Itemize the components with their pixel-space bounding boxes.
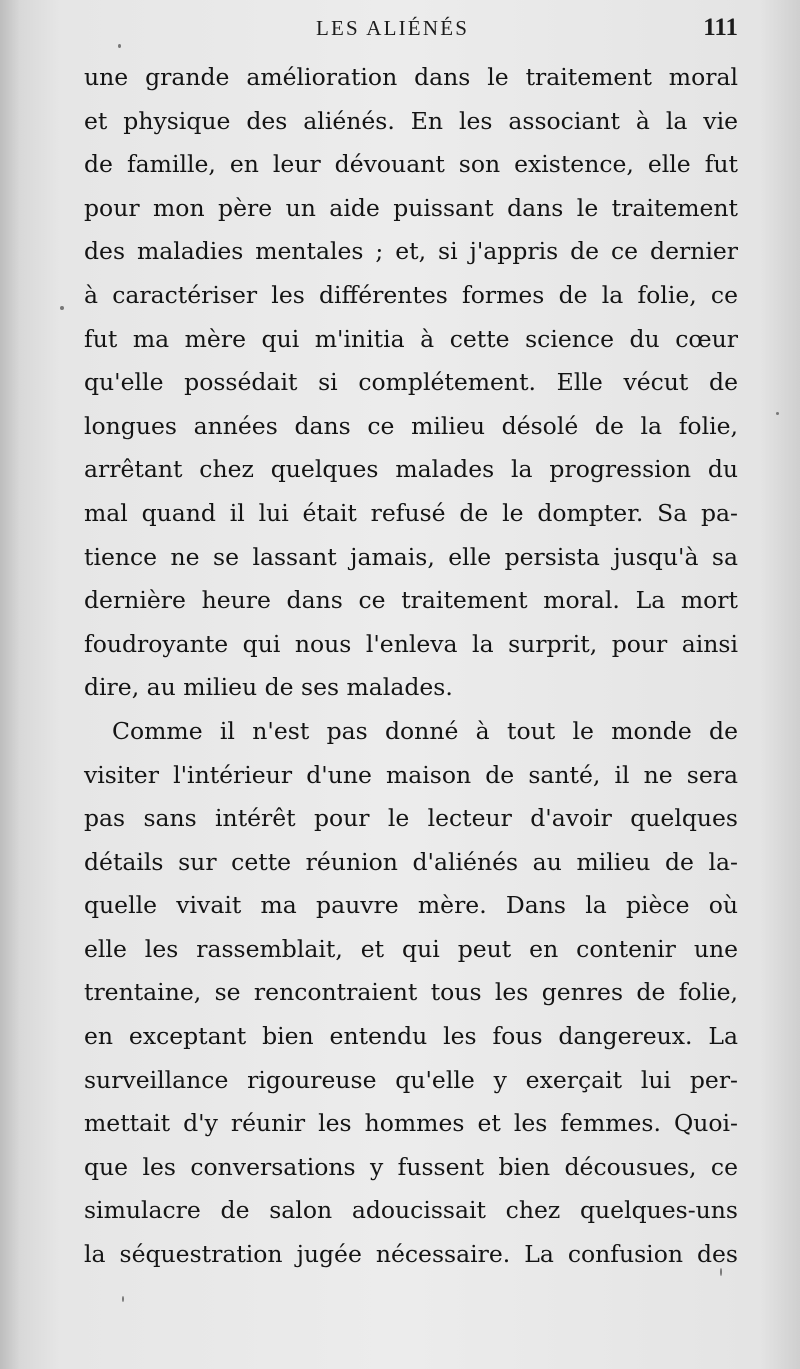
scan-speck bbox=[122, 1296, 124, 1302]
text-line: mal quand il lui était refusé de le dompter. Sa pa- bbox=[84, 498, 738, 527]
paragraph-start-line: Comme il n'est pas donné à tout le monde de bbox=[112, 716, 738, 745]
scan-speck bbox=[60, 306, 64, 310]
text-line: tience ne se lassant jamais, elle persista jusqu'à sa bbox=[84, 542, 738, 571]
text-line: en exceptant bien entendu les fous dangereux. La bbox=[84, 1022, 738, 1051]
page-number: 111 bbox=[703, 14, 738, 41]
text-line: arrêtant chez quelques malades la progression du bbox=[84, 455, 738, 484]
text-line: des maladies mentales ; et, si j'appris de ce dernier bbox=[84, 237, 738, 266]
text-line: surveillance rigoureuse qu'elle y exerçait lui per- bbox=[84, 1065, 738, 1094]
text-line: détails sur cette réunion d'aliénés au milieu de la- bbox=[84, 847, 738, 876]
text-line: dernière heure dans ce traitement moral. La mort bbox=[84, 586, 738, 615]
paragraph-end-line: dire, au milieu de ses malades. bbox=[84, 673, 453, 702]
text-line: une grande amélioration dans le traitement moral bbox=[84, 63, 738, 91]
text-line: et physique des aliénés. En les associant à la vie bbox=[84, 106, 738, 135]
text-line: pour mon père un aide puissant dans le traitement bbox=[84, 193, 738, 222]
text-line: longues années dans ce milieu désolé de la folie, bbox=[84, 411, 738, 440]
text-line: fut ma mère qui m'initia à cette science du cœur bbox=[84, 324, 738, 353]
text-line: foudroyante qui nous l'enleva la surprit, pour ainsi bbox=[84, 629, 738, 658]
text-line: mettait d'y réunir les hommes et les femmes. Quoi- bbox=[84, 1109, 738, 1138]
text-line: visiter l'intérieur d'une maison de santé, il ne sera bbox=[84, 760, 738, 789]
text-line: elle les rassemblait, et qui peut en contenir une bbox=[84, 934, 738, 963]
text-line: qu'elle possédait si complétement. Elle vécut de bbox=[84, 368, 738, 397]
scan-speck bbox=[720, 1268, 722, 1276]
text-line: pas sans intérêt pour le lecteur d'avoir quelques bbox=[84, 804, 738, 833]
text-line: à caractériser les différentes formes de la folie, ce bbox=[84, 280, 738, 309]
scan-speck bbox=[118, 44, 121, 48]
text-line: simulacre de salon adoucissait chez quelques-uns bbox=[84, 1196, 738, 1225]
scan-speck bbox=[776, 412, 779, 415]
text-line: de famille, en leur dévouant son existence, elle fut bbox=[84, 150, 738, 179]
text-line: trentaine, se rencontraient tous les genres de folie, bbox=[84, 978, 738, 1007]
text-line: que les conversations y fussent bien décousues, ce bbox=[84, 1152, 738, 1181]
text-line: quelle vivait ma pauvre mère. Dans la pièce où bbox=[84, 891, 738, 920]
text-line: la séquestration jugée nécessaire. La confusion des bbox=[84, 1240, 738, 1269]
body-text bbox=[84, 56, 738, 1277]
running-title: LES ALIÉNÉS bbox=[316, 16, 470, 40]
